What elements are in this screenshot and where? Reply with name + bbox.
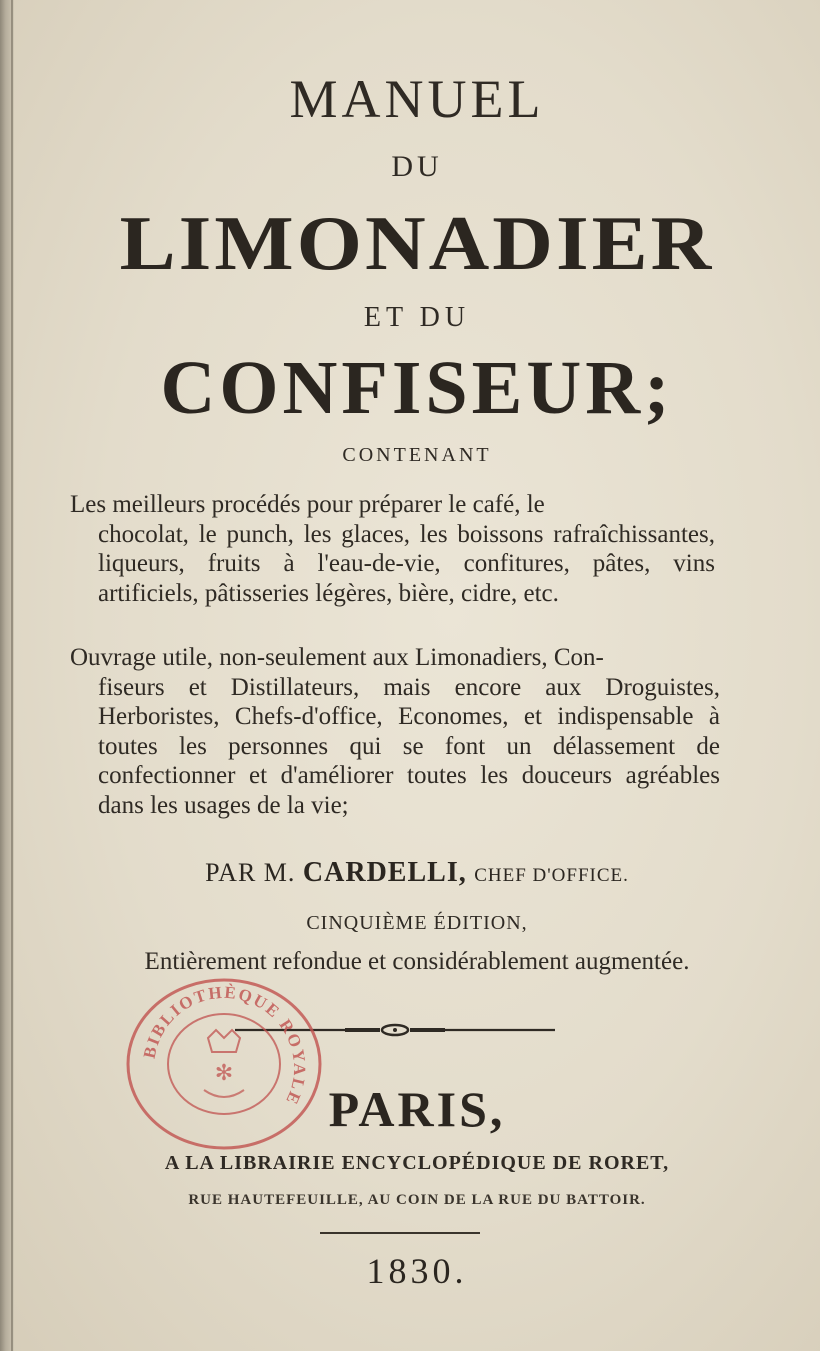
author-prefix: PAR M. (205, 858, 296, 887)
contenant-label: CONTENANT (342, 444, 492, 466)
description-audience-first-line: Ouvrage utile, non-seulement aux Limonadiers, Con- (70, 644, 604, 671)
ornament-divider (235, 1022, 555, 1038)
title-limonadier: LIMONADIER (119, 200, 715, 287)
author-name: CARDELLI, (302, 857, 467, 888)
rule-divider (320, 1232, 480, 1234)
title-confiseur: CONFISEUR; (160, 346, 674, 430)
description-contents (70, 490, 715, 608)
edition-label: CINQUIÈME ÉDITION, (306, 912, 528, 934)
title-du: DU (391, 150, 443, 183)
author-line (14, 857, 820, 889)
description-contents-first-line: Les meilleurs procédés pour préparer le café, le (70, 491, 545, 518)
city: PARIS, (328, 1081, 506, 1137)
title-et-du: ET DU (363, 302, 471, 333)
author-role: CHEF D'OFFICE. (474, 865, 629, 886)
edition-note: Entièrement refondue et considérablement augmentée. (144, 948, 690, 975)
page-edge-line (11, 0, 13, 1351)
description-audience-rest: fiseurs et Distillateurs, mais encore aux Droguistes, Herboristes, Chefs-d'office, Economes, et indispensable à toutes les personnes qui se font un délassement de confectionner et d'améliorer toutes les douceurs agréables dans les usages de la vie; (98, 673, 720, 819)
svg-text:✻: ✻ (214, 1060, 234, 1085)
svg-text:BIBLIOTHÈQUE ROYALE: BIBLIOTHÈQUE ROYALE (139, 982, 310, 1109)
publisher-address: RUE HAUTEFEUILLE, AU COIN DE LA RUE DU BATTOIR. (188, 1192, 646, 1208)
description-contents-rest: chocolat, le punch, les glaces, les boissons rafraîchissantes, liqueurs, fruits à l'eau-de-vie, confitures, pâtes, vins artificiels, pâtisseries légères, bière, cidre, etc. (98, 520, 715, 607)
publication-year: 1830. (366, 1251, 468, 1291)
title-manuel: MANUEL (289, 69, 545, 129)
publisher: A LA LIBRAIRIE ENCYCLOPÉDIQUE DE RORET, (164, 1152, 670, 1174)
description-audience (70, 643, 720, 820)
